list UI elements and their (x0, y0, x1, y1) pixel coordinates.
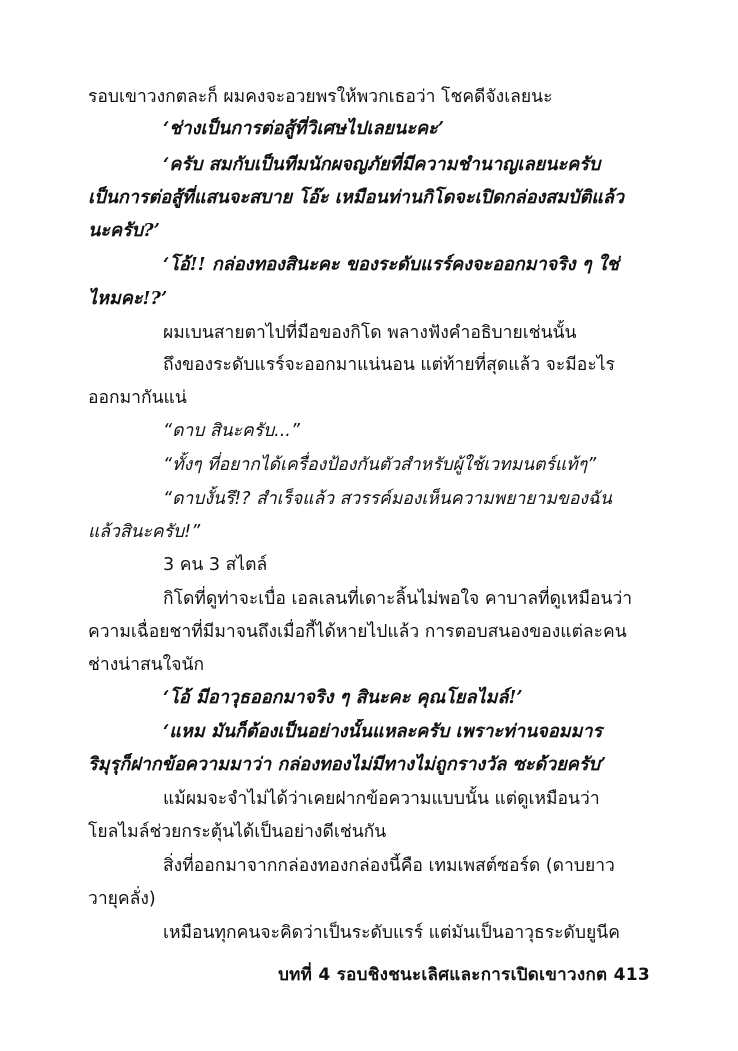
text-line: แม้ผมจะจำไม่ได้ว่าเคยฝากข้อความแบบนั้น แต่ดูเหมือนว่า (163, 789, 600, 809)
text-line: 3 คน 3 สไตล์ (163, 555, 268, 575)
text-line: ช่างน่าสนใจนัก (88, 655, 205, 675)
dialogue-line: ‘โอ้!! กล่องทองสินะคะ ของระดับแรร์คงจะออกมาจริง ๆ ใช่ (163, 254, 619, 275)
dialogue-line: ไหมคะ!?’ (88, 288, 168, 309)
text-line: สิ่งที่ออกมาจากกล่องทองกล่องนี้คือ เทมเพสต์ซอร์ด (ดาบยาว (163, 856, 615, 876)
dialogue-line: ริมุรุก็ฝากข้อความมาว่า กล่องทองไม่มีทางไม่ถูกรางวัล ซะด้วยครับ’ (88, 754, 607, 775)
dialogue-line: นะครับ?’ (88, 220, 160, 241)
dialogue-line: แล้วสินะครับ!” (88, 522, 201, 542)
text-line: รอบเขาวงกตละก็ ผมคงจะอวยพรให้พวกเธอว่า โชคดีจังเลยนะ (88, 87, 553, 107)
dialogue-line: ‘ครับ สมกับเป็นทีมนักผจญภัยที่มีความชำนาญเลยนะครับ (163, 154, 601, 175)
dialogue-line: ‘โอ้ มีอาวุธออกมาจริง ๆ สินะคะ คุณโยลไมล์!’ (163, 687, 523, 708)
text-line: ออกมากันแน่ (88, 388, 187, 408)
text-line: กิโดที่ดูท่าจะเบื่อ เอลเลนที่เดาะลิ้นไม่พอใจ คาบาลที่ดูเหมือนว่า (163, 589, 633, 609)
dialogue-line: “ดาบ สินะครับ...” (163, 421, 300, 441)
text-line: ความเฉื่อยชาที่มีมาจนถึงเมื่อกี้ได้หายไปแล้ว การตอบสนองของแต่ละคน (88, 622, 627, 642)
text-line: เหมือนทุกคนจะคิดว่าเป็นระดับแรร์ แต่มันเป็นอาวุธระดับยูนีค (163, 923, 620, 943)
page-footer: บทที่ 4 รอบชิงชนะเลิศและการเปิดเขาวงกต 413 (278, 965, 650, 985)
text-line: ผมเบนสายตาไปที่มือของกิโด พลางฟังคำอธิบายเช่นนั้น (163, 323, 577, 343)
text-line: วายุคลั่ง) (88, 889, 156, 909)
dialogue-line: “ทั้งๆ ที่อยากได้เครื่องป้องกันตัวสำหรับผู้ใช้เวทมนตร์แท้ๆ” (163, 455, 597, 475)
dialogue-line: เป็นการต่อสู้ที่แสนจะสบาย โอ๊ะ เหมือนท่านกิโดจะเปิดกล่องสมบัติแล้ว (88, 187, 625, 208)
text-line: โยลไมล์ช่วยกระตุ้นได้เป็นอย่างดีเช่นกัน (88, 822, 387, 842)
dialogue-line: ‘ช่างเป็นการต่อสู้ที่วิเศษไปเลยนะคะ’ (163, 118, 444, 139)
dialogue-line: “ดาบงั้นรึ!? สำเร็จแล้ว สวรรค์มองเห็นความพยายามของฉัน (163, 489, 612, 509)
dialogue-line: ‘แหม มันก็ต้องเป็นอย่างนั้นแหละครับ เพราะท่านจอมมาร (163, 721, 603, 742)
text-line: ถึงของระดับแรร์จะออกมาแน่นอน แต่ท้ายที่สุดแล้ว จะมีอะไร (163, 355, 615, 375)
